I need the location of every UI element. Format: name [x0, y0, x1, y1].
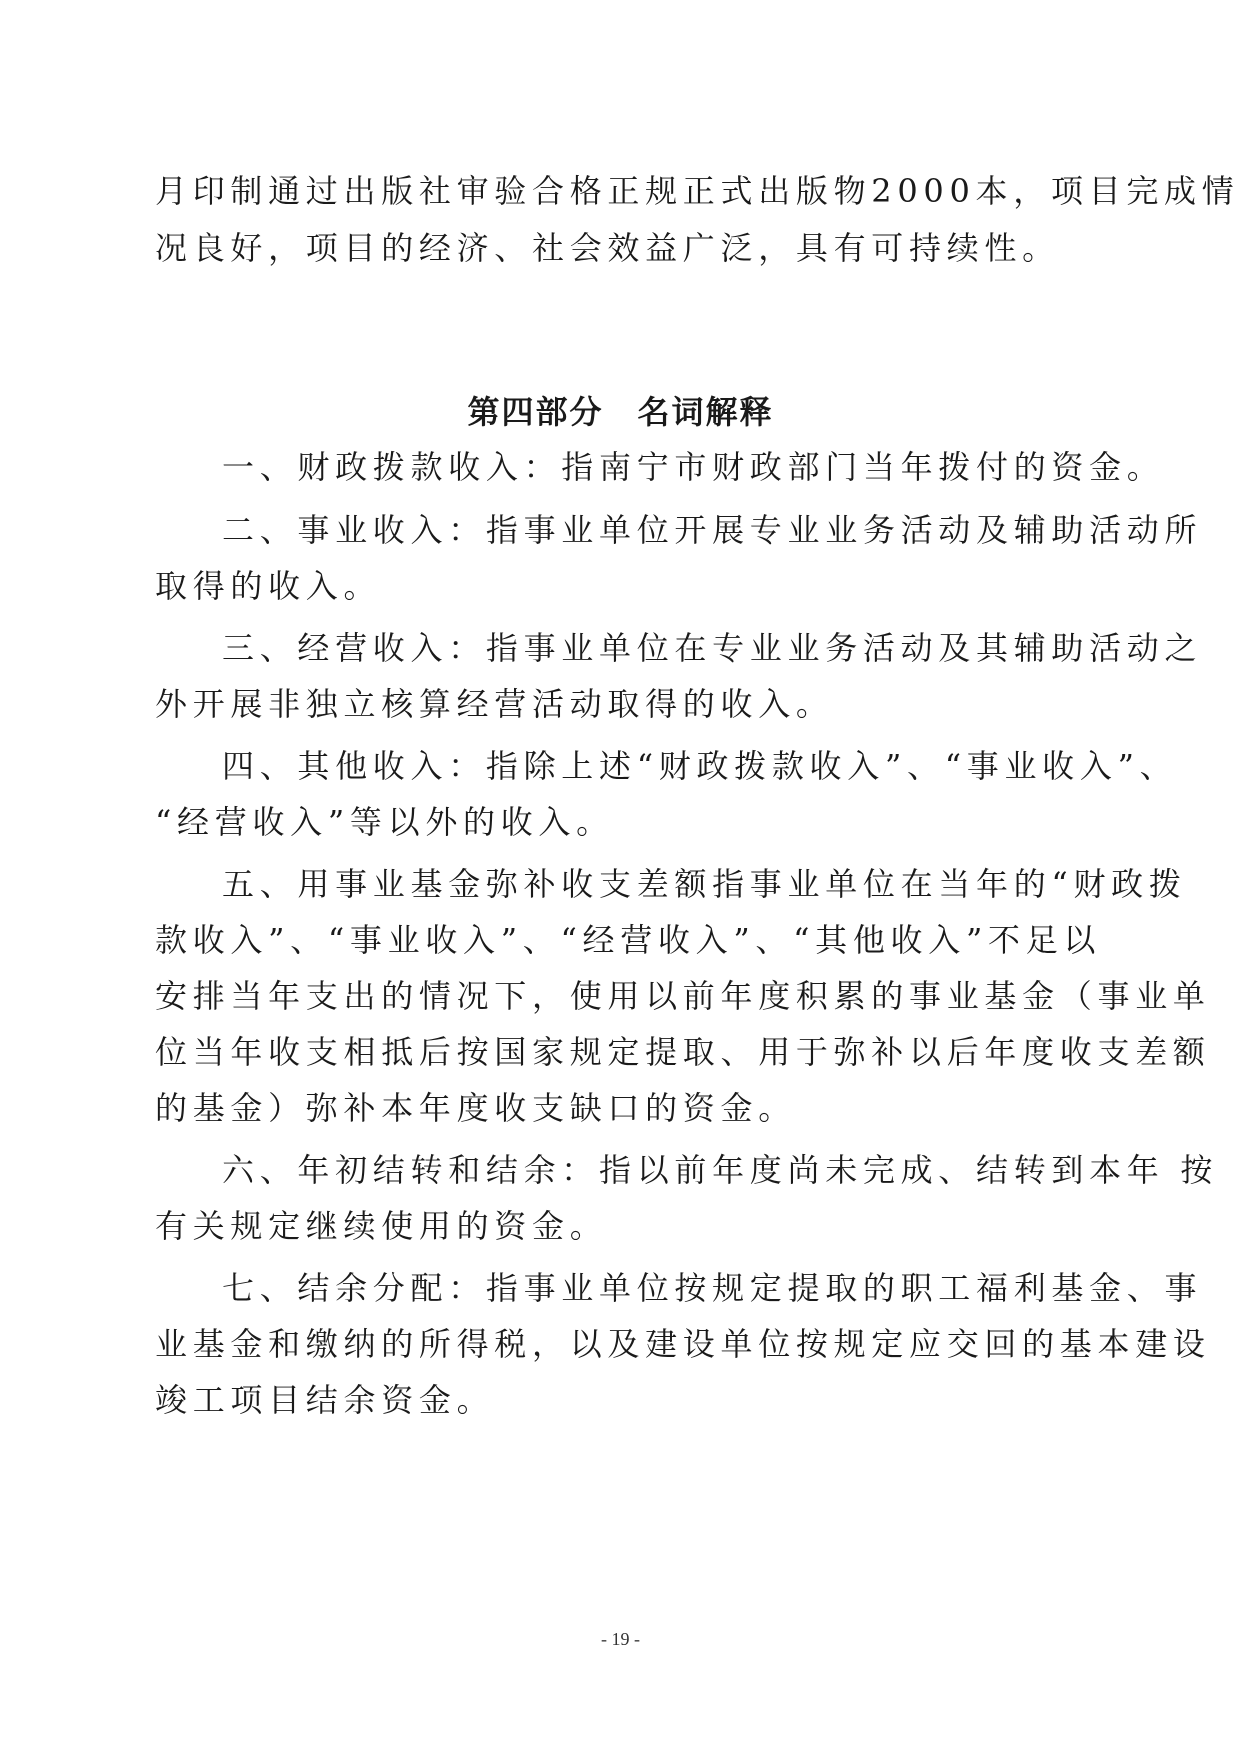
definition-3-line-1: 三、经营收入：指事业单位在专业业务活动及其辅助活动之	[222, 629, 1203, 667]
definition-5-line-4: 位当年收支相抵后按国家规定提取、用于弥补以后年度收支差额	[155, 1033, 1211, 1071]
definition-1-line-1: 一、财政拨款收入：指南宁市财政部门当年拨付的资金。	[222, 448, 1165, 486]
definition-5-line-2: 款收入”、“事业收入”、“经营收入”、“其他收入”不足以	[155, 921, 1102, 959]
definition-6-line-2: 有关规定继续使用的资金。	[155, 1207, 608, 1245]
definition-7-line-3: 竣工项目结余资金。	[155, 1381, 495, 1419]
definition-7-line-2: 业基金和缴纳的所得税，以及建设单位按规定应交回的基本建设	[155, 1325, 1211, 1363]
definition-5-line-1: 五、用事业基金弥补收支差额指事业单位在当年的“财政拨	[222, 865, 1187, 903]
definition-6-line-1: 六、年初结转和结余：指以前年度尚未完成、结转到本年 按	[222, 1151, 1219, 1189]
intro-line-1: 月印制通过出版社审验合格正规正式出版物2000本，项目完成情	[155, 172, 1240, 210]
definition-5-line-5: 的基金）弥补本年度收支缺口的资金。	[155, 1089, 796, 1127]
definition-3-line-2: 外开展非独立核算经营活动取得的收入。	[155, 685, 834, 723]
section-heading-name: 名词解释	[637, 393, 774, 431]
definition-4-line-1: 四、其他收入：指除上述“财政拨款收入”、“事业收入”、	[222, 747, 1178, 785]
definition-5-line-3: 安排当年支出的情况下，使用以前年度积累的事业基金（事业单	[155, 977, 1211, 1015]
section-heading	[0, 392, 1241, 432]
definition-2-line-1: 二、事业收入：指事业单位开展专业业务活动及辅助活动所	[222, 511, 1203, 549]
page-number: - 19 -	[601, 1629, 640, 1649]
section-heading-part: 第四部分	[467, 393, 604, 431]
definition-7-line-1: 七、结余分配：指事业单位按规定提取的职工福利基金、事	[222, 1269, 1203, 1307]
definition-4-line-2: “经营收入”等以外的收入。	[155, 803, 614, 841]
definition-2-line-2: 取得的收入。	[155, 567, 382, 605]
intro-line-2: 况良好，项目的经济、社会效益广泛，具有可持续性。	[155, 229, 1060, 267]
